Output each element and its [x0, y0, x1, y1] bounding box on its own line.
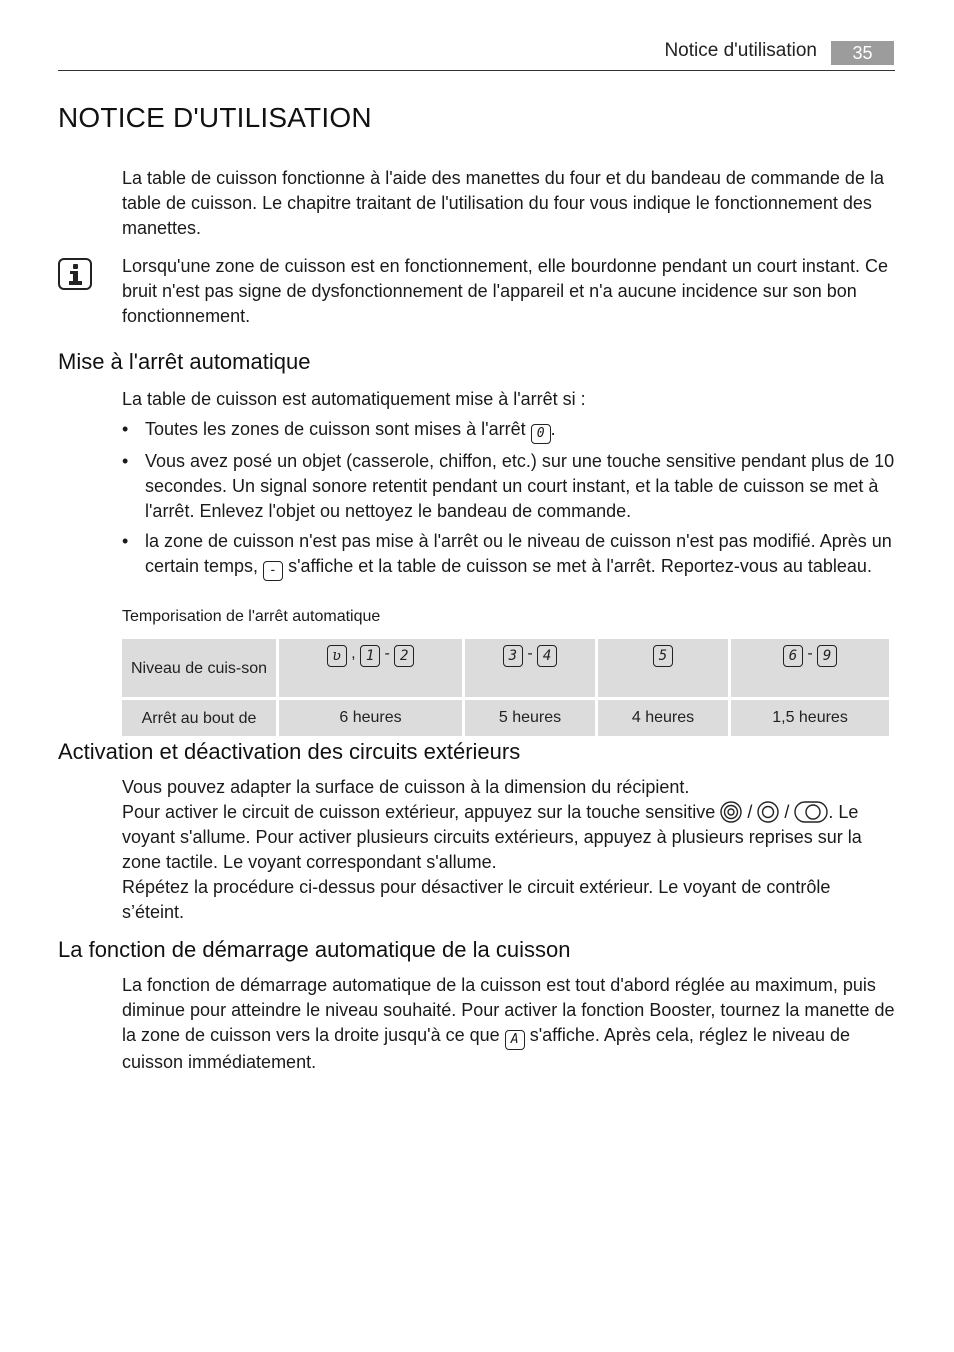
list-item-text: Vous avez posé un objet (casserole, chiffon, etc.) sur une touche sensitive pendant plus de 10 secondes. Un signal sonore retentit pendant un court instant, et la table de cuisson se met à l'arrêt. Enlevez l'objet ou nettoyez le bandeau de commande. — [145, 451, 895, 521]
auto-off-lead-text: La table de cuisson est automatiquement mise à l'arrêt si : — [122, 389, 586, 409]
display-symbol: 4 — [537, 645, 557, 667]
display-symbol: 5 — [653, 645, 673, 667]
list-item — [122, 417, 896, 444]
running-header-title: Notice d'utilisation — [664, 40, 817, 61]
table-cell-duration: 6 heures — [279, 700, 462, 736]
display-symbol: 2 — [394, 645, 414, 667]
display-symbol-dash: - — [263, 561, 283, 581]
section-heading-auto-off: Mise à l'arrêt automatique — [58, 349, 311, 374]
triple-ring-icon — [720, 801, 742, 823]
section-heading-circuits: Activation et déactivation des circuits extérieurs — [58, 739, 521, 764]
table-row-label: Niveau de cuis-son — [122, 639, 276, 697]
circuits-text-3: Répétez la procédure ci-dessus pour désactiver le circuit extérieur. Le voyant de contrôle s’éteint. — [122, 877, 831, 922]
info-icon — [58, 258, 92, 290]
bullet-marker: • — [122, 531, 129, 551]
display-symbol-a: A — [505, 1030, 525, 1050]
list-item-text: la zone de cuisson n'est pas mise à l'arrêt ou le niveau de cuisson n'est pas modifié. Après un certain temps, — [145, 531, 892, 576]
display-symbol: 6 — [783, 645, 803, 667]
list-item-text-end: . — [550, 419, 556, 439]
display-symbol: 1 — [360, 645, 380, 667]
separator: - — [527, 645, 533, 662]
info-note — [122, 254, 896, 329]
slash-separator: / — [747, 802, 753, 822]
separator: , — [351, 645, 356, 662]
table-row — [122, 639, 889, 697]
autostart-text — [122, 973, 896, 1075]
list-item — [122, 529, 896, 581]
separator: - — [807, 645, 813, 662]
page-number: 35 — [831, 41, 894, 65]
list-item — [122, 449, 896, 524]
display-symbol: ʋ — [327, 645, 347, 667]
header-divider — [58, 70, 895, 71]
page-title: NOTICE D'UTILISATION — [58, 102, 372, 133]
auto-off-table — [119, 636, 892, 739]
list-item-text: Toutes les zones de cuisson sont mises à l'arrêt — [145, 419, 526, 439]
table-cell-duration: 1,5 heures — [731, 700, 889, 736]
table-caption: Temporisation de l'arrêt automatique — [122, 608, 381, 625]
table-row-label: Arrêt au bout de — [122, 700, 276, 736]
table-cell-levels-4 — [731, 639, 889, 697]
table-cell-duration: 5 heures — [465, 700, 595, 736]
info-note-text: Lorsqu'une zone de cuisson est en fonctionnement, elle bourdonne pendant un court instant. Ce bruit n'est pas signe de dysfonctionnement de l'appareil et n'a aucune incidence sur son bon fonctionnement. — [122, 256, 888, 326]
table-cell-levels-2 — [465, 639, 595, 697]
autostart-text-start: La fonction de démarrage automatique de la cuisson est tout d'abord réglée au maximum, puis diminue pour atteindre le niveau souhaité. Pour activer la fonction Booster, tournez la manette de la zone de cuisson vers la droite jusqu'à ce que — [122, 975, 895, 1045]
table-cell-levels-1 — [279, 639, 462, 697]
oval-ring-icon — [794, 801, 828, 823]
display-symbol: 3 — [503, 645, 523, 667]
intro-text: La table de cuisson fonctionne à l'aide des manettes du four et du bandeau de commande de la table de cuisson. Le chapitre traitant de l'utilisation du four vous indique le fonctionnement des manettes. — [122, 168, 884, 238]
slash-separator: / — [784, 802, 790, 822]
bullet-marker: • — [122, 451, 129, 471]
list-item-text-end: s'affiche et la table de cuisson se met à l'arrêt. Reportez-vous au tableau. — [288, 556, 872, 576]
section-heading-autostart: La fonction de démarrage automatique de la cuisson — [58, 937, 571, 962]
double-ring-icon — [757, 801, 779, 823]
intro-paragraph — [122, 166, 896, 241]
circuits-text-2 — [122, 800, 896, 875]
autostart-text-end: s'affiche. Après cela, réglez le niveau de cuisson immédiatement. — [122, 1025, 851, 1072]
auto-off-conditions-list — [122, 417, 896, 586]
display-symbol: 9 — [817, 645, 837, 667]
circuits-text-2-end: . Le voyant s'allume. Pour activer plusieurs circuits extérieurs, appuyez à plusieurs reprises sur la zone tactile. Le voyant correspondant s'allume. — [122, 802, 862, 872]
circuits-text-1: Vous pouvez adapter la surface de cuisson à la dimension du récipient. — [122, 777, 690, 797]
circuits-text-2-start: Pour activer le circuit de cuisson extérieur, appuyez sur la touche sensitive — [122, 802, 716, 822]
table-cell-duration: 4 heures — [598, 700, 728, 736]
auto-off-lead — [122, 387, 896, 412]
table-cell-levels-3 — [598, 639, 728, 697]
circuits-paragraph — [122, 775, 896, 925]
bullet-marker: • — [122, 419, 129, 439]
table-row — [122, 700, 889, 736]
autostart-paragraph — [122, 973, 896, 1075]
separator: - — [384, 645, 390, 662]
display-symbol-zero: 0 — [531, 424, 551, 444]
